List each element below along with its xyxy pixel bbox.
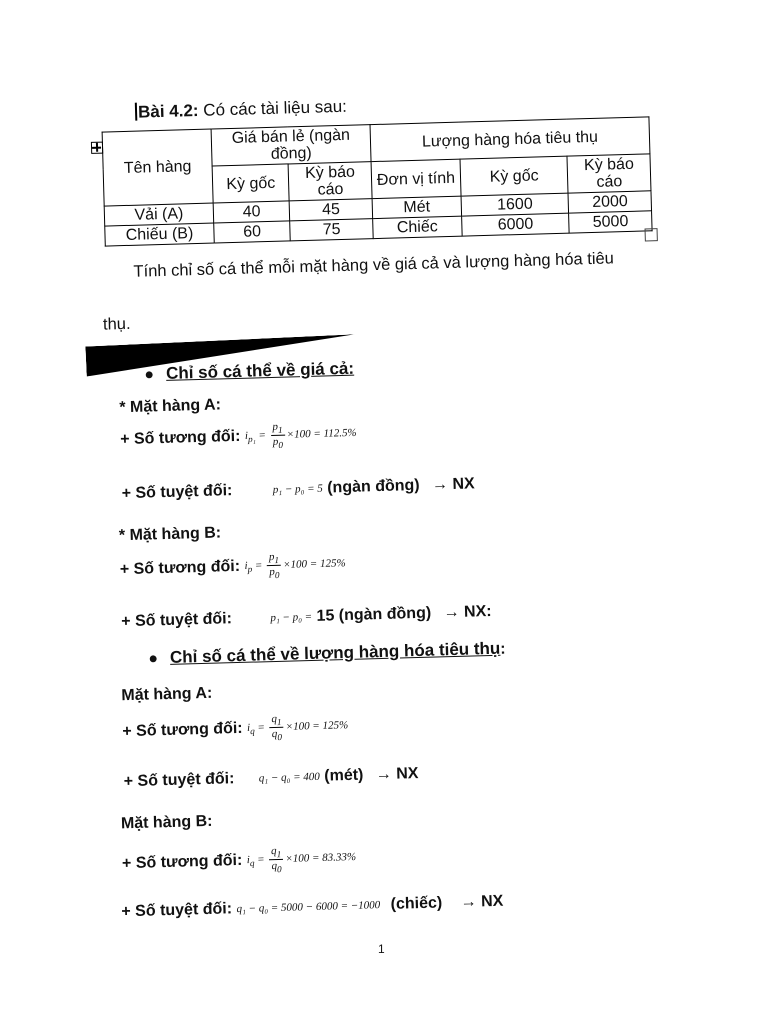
qty-item-a: Mặt hàng A: xyxy=(121,684,213,705)
bullet-icon: ● xyxy=(148,650,159,668)
qty-b-abs-nx: → NX xyxy=(460,892,504,911)
price-item-b: * Mặt hàng B: xyxy=(118,524,222,545)
data-table xyxy=(102,116,653,246)
price-b-rel-result: ×100 = 125% xyxy=(282,557,346,571)
price-heading-line xyxy=(144,359,354,385)
denominator: p xyxy=(269,566,275,579)
qty-a-absolute xyxy=(124,765,419,791)
fraction: $\frac{p_1}{p_0}$ xyxy=(272,420,284,451)
qty-heading-line xyxy=(148,639,506,669)
price-b-absolute xyxy=(121,603,492,631)
row-name: Chiếu (B) xyxy=(105,223,215,246)
qty-a-abs-formula: q₁ − q₀ = 400 xyxy=(258,770,320,785)
absolute-label: + Số tuyệt đối: xyxy=(121,482,233,503)
numerator: p xyxy=(268,550,275,564)
price-b-abs-formula: p₁ − p₀ = xyxy=(270,610,313,624)
fraction: $\frac{q_1}{q_0}$ xyxy=(271,712,283,743)
row-unit: Mét xyxy=(372,196,461,218)
qty-heading: Chỉ số cá thể về lượng hàng hóa tiêu thụ xyxy=(169,638,501,667)
price-item-a: * Mặt hàng A: xyxy=(119,396,222,417)
header-qty-group: Lượng hàng hóa tiêu thụ xyxy=(370,117,650,162)
price-a-abs-formula: p₁ − p₀ = 5 xyxy=(272,482,323,496)
relative-label: + Số tương đối: xyxy=(121,851,243,873)
relative-label: + Số tương đối: xyxy=(119,427,241,449)
qty-a-abs-unit: (mét) xyxy=(324,766,364,785)
price-b-abs-value: 15 (ngàn đồng) xyxy=(316,604,432,625)
task-line-2: thụ. xyxy=(102,314,131,334)
exercise-title xyxy=(135,97,347,123)
header-qty-report: Kỳ báo cáo xyxy=(567,154,651,193)
qty-b-abs-formula: q₁ − q₀ = 5000 − 6000 = −1000 xyxy=(236,898,381,915)
qty-b-abs-unit: (chiếc) xyxy=(390,894,443,913)
qty-b-rel-formula: $i_q$ = $\frac{q_1}{q_0}$ ×100 = 83.33% xyxy=(246,845,357,875)
qty-b-relative xyxy=(122,843,357,879)
qty-a-rel-result: ×100 = 125% xyxy=(285,719,349,733)
header-price-base: Kỳ gốc xyxy=(212,164,289,203)
price-a-absolute xyxy=(121,475,474,503)
absolute-label: + Số tuyệt đối: xyxy=(121,900,233,921)
price-a-abs-unit: (ngàn đồng) xyxy=(326,476,420,497)
price-a-rel-result: ×100 = 112.5% xyxy=(286,426,357,441)
denominator: p xyxy=(272,436,279,449)
row-q1: 5000 xyxy=(569,211,652,233)
index-symbol: i xyxy=(244,559,248,573)
header-unit: Đơn vị tính xyxy=(371,159,461,198)
qty-b-absolute xyxy=(121,893,503,922)
index-symbol: i xyxy=(244,429,249,442)
price-heading: Chỉ số cá thể về giá cả: xyxy=(165,358,355,383)
row-p1: 45 xyxy=(289,199,372,221)
row-p0: 40 xyxy=(213,201,290,223)
price-a-relative xyxy=(120,419,357,455)
relative-label: + Số tương đối: xyxy=(122,719,243,741)
page-number: 1 xyxy=(378,942,385,956)
table-resize-handle-icon[interactable] xyxy=(645,228,658,241)
header-qty-base: Kỳ gốc xyxy=(460,156,569,196)
header-price-group: Giá bán lẻ (ngàn đồng) xyxy=(211,125,371,166)
row-unit: Chiếc xyxy=(373,216,462,238)
exercise-number: Bài 4.2: xyxy=(137,100,199,122)
price-a-rel-formula: $i_{p_1}$ = $\frac{p_1}{p_0}$ ×100 = 112.5% xyxy=(244,420,357,451)
absolute-label: + Số tuyệt đối: xyxy=(123,770,235,791)
qty-heading-colon: : xyxy=(500,640,506,658)
row-p0: 60 xyxy=(214,221,291,243)
fraction: $\frac{q_1}{q_0}$ xyxy=(270,845,282,875)
relative-label: + Số tương đối: xyxy=(119,557,241,579)
row-q0: 6000 xyxy=(461,213,569,236)
price-b-abs-nx: → NX: xyxy=(443,602,492,622)
bullet-icon: ● xyxy=(144,366,155,384)
price-b-relative xyxy=(119,549,346,585)
fraction: $\frac{p_1}{p_0}$ xyxy=(268,550,280,581)
row-q1: 2000 xyxy=(568,191,651,213)
qty-a-abs-nx: → NX xyxy=(375,765,419,784)
row-p1: 75 xyxy=(290,219,373,241)
row-q0: 1600 xyxy=(461,193,569,216)
task-line-1: Tính chỉ số cá thể mỗi mặt hàng về giá cả và lượng hàng hóa tiêu xyxy=(133,249,615,281)
qty-item-b: Mặt hàng B: xyxy=(120,812,213,833)
qty-a-relative xyxy=(122,711,349,747)
header-price-report: Kỳ báo cáo xyxy=(288,162,372,201)
header-item: Tên hàng xyxy=(102,129,213,206)
row-name: Vải (A) xyxy=(104,203,214,226)
price-a-abs-nx: → NX xyxy=(431,475,475,494)
exercise-intro: Có các tài liệu sau: xyxy=(203,96,348,120)
price-b-rel-formula: $i_p$ = $\frac{p_1}{p_0}$ ×100 = 125% xyxy=(244,550,346,581)
absolute-label: + Số tuyệt đối: xyxy=(121,610,233,631)
numerator: p xyxy=(272,420,279,433)
qty-b-rel-result: ×100 = 83.33% xyxy=(285,851,357,865)
qty-a-rel-formula: $i_q$ = $\frac{q_1}{q_0}$ ×100 = 125% xyxy=(246,712,349,743)
